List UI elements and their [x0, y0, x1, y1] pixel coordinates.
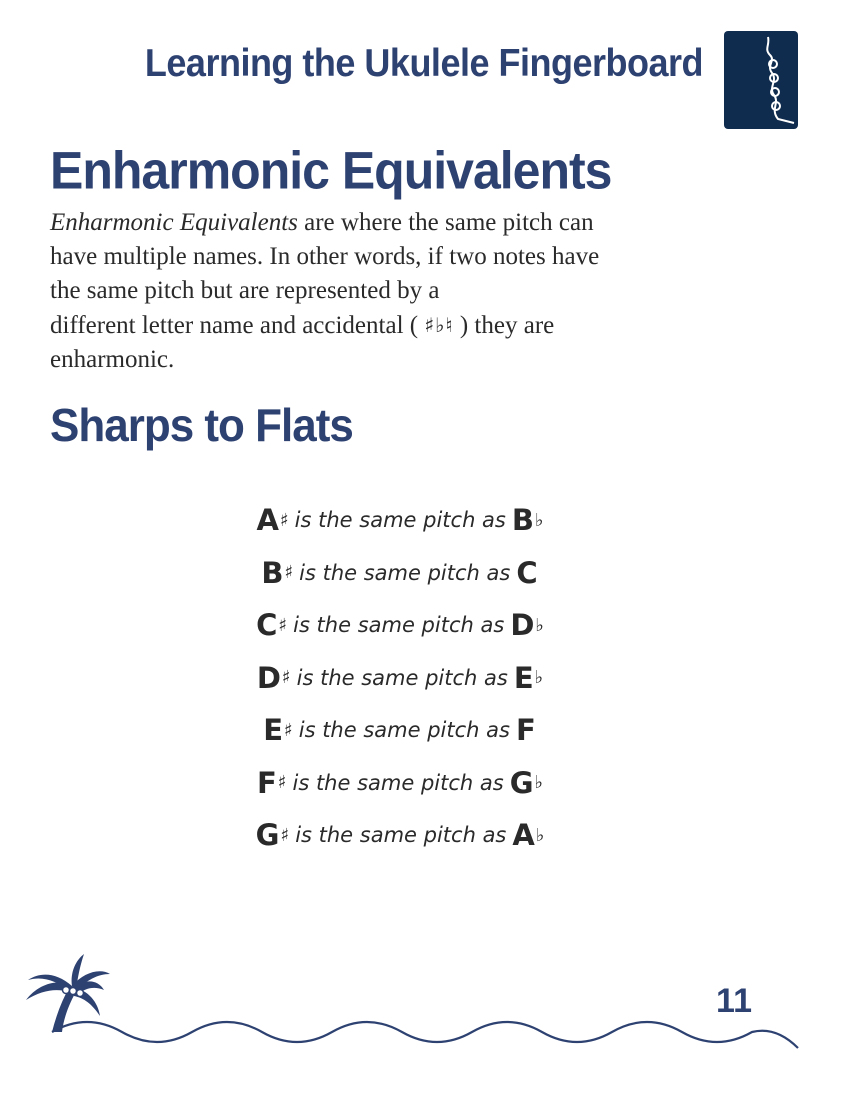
equivalent-note: E: [513, 660, 534, 695]
equivalent-row: [0, 704, 800, 757]
sharp-sign: ♯: [281, 667, 291, 689]
flat-sign: ♭: [534, 667, 544, 689]
equivalence-phrase: is the same pitch as: [299, 560, 511, 585]
intro-line-5: enharmonic.: [50, 346, 175, 373]
sharp-sign: ♯: [278, 614, 288, 636]
equivalent-note: B: [511, 503, 534, 538]
intro-line-1-rest: are where the same pitch can: [297, 209, 594, 236]
sharp-sign: ♯: [284, 562, 294, 584]
sharp-note: C: [256, 608, 278, 643]
equivalent-note: F: [515, 713, 536, 748]
equivalent-row: [0, 547, 800, 600]
equivalent-row: [0, 599, 800, 652]
equivalence-phrase: is the same pitch as: [295, 823, 507, 848]
equivalence-phrase: is the same pitch as: [292, 770, 504, 795]
equivalent-row: [0, 809, 800, 862]
equivalence-phrase: is the same pitch as: [293, 613, 505, 638]
accidentals-symbols: ♯♭♮: [424, 313, 454, 337]
equivalence-phrase: is the same pitch as: [294, 508, 506, 533]
equivalent-note: G: [509, 765, 534, 800]
flat-sign: ♭: [534, 509, 544, 531]
sharp-sign: ♯: [277, 772, 287, 794]
sharp-note: B: [261, 555, 284, 590]
intro-term: Enharmonic Equivalents: [50, 209, 298, 236]
intro-line-4-after: ) they are: [453, 312, 555, 339]
sharp-note: A: [256, 503, 279, 538]
ukulele-headstock-icon: [724, 31, 798, 129]
sharp-sign: ♯: [280, 824, 290, 846]
sharp-sign: ♯: [279, 509, 289, 531]
equivalent-row: [0, 757, 800, 810]
sharp-note: E: [263, 713, 284, 748]
sharp-note: F: [256, 765, 277, 800]
flat-sign: ♭: [535, 824, 545, 846]
page-number: 11: [716, 982, 752, 1020]
intro-paragraph: [50, 206, 750, 377]
section-heading-enharmonic: Enharmonic Equivalents: [50, 141, 612, 200]
equivalent-row: [0, 652, 800, 705]
flat-sign: ♭: [534, 772, 544, 794]
intro-line-4-before: different letter name and accidental (: [50, 312, 425, 339]
equivalent-note: D: [510, 608, 535, 643]
sharp-note: D: [256, 660, 281, 695]
flat-sign: ♭: [535, 614, 544, 636]
intro-line-1: [50, 206, 750, 240]
intro-line-3: the same pitch but are represented by a: [50, 277, 440, 304]
equivalence-phrase: is the same pitch as: [296, 665, 508, 690]
sharp-note: G: [255, 818, 280, 853]
header-title: Learning the Ukulele Fingerboard: [144, 40, 703, 85]
wave-line: [52, 1022, 798, 1048]
equivalent-note: C: [516, 555, 538, 590]
ukulele-headstock-tab-icon: [724, 31, 798, 129]
equivalent-row: [0, 494, 800, 547]
equivalents-list: [0, 494, 800, 862]
sharp-sign: ♯: [284, 719, 293, 741]
equivalent-note: A: [512, 818, 535, 853]
equivalence-phrase: is the same pitch as: [298, 718, 510, 743]
intro-line-2: have multiple names. In other words, if two notes have: [50, 243, 600, 270]
intro-line-4: [50, 308, 750, 343]
section-heading-sharps-to-flats: Sharps to Flats: [50, 400, 353, 452]
